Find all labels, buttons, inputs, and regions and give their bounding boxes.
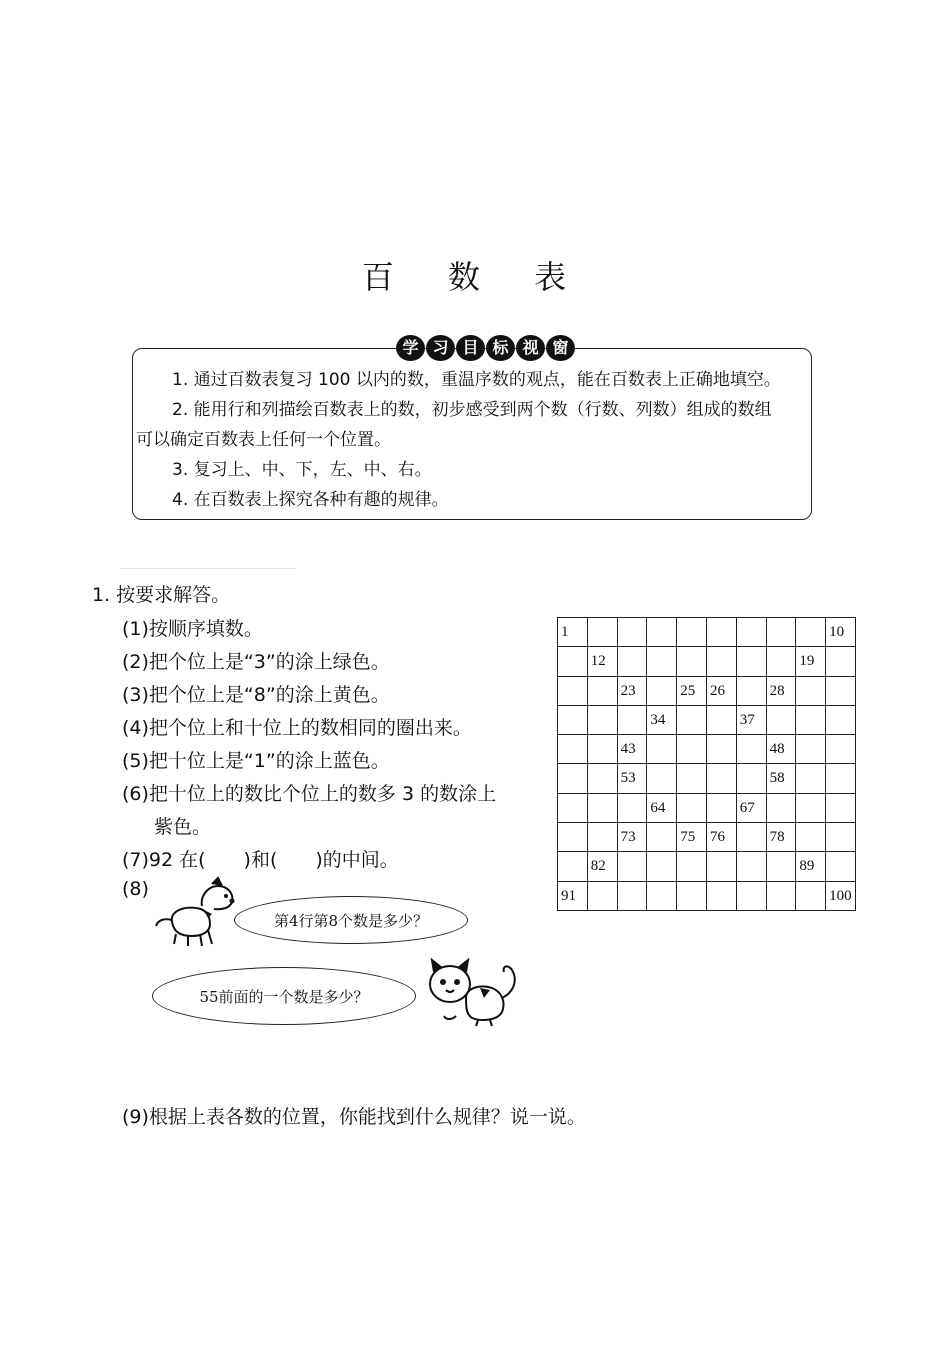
grid-cell[interactable] bbox=[796, 735, 826, 764]
goal-item-4: 4. 在百数表上探究各种有趣的规律。 bbox=[172, 490, 449, 510]
grid-cell[interactable] bbox=[796, 881, 826, 910]
grid-cell[interactable] bbox=[617, 881, 647, 910]
grid-cell[interactable] bbox=[677, 676, 707, 705]
question-item-2: (2)把个位上是“3”的涂上绿色。 bbox=[122, 651, 390, 673]
grid-cell[interactable] bbox=[677, 618, 707, 647]
goal-item-2: 2. 能用行和列描绘百数表上的数，初步感受到两个数（行数、列数）组成的数组 bbox=[172, 400, 772, 420]
question-item-7: (7)92 在( )和( )的中间。 bbox=[122, 849, 399, 871]
grid-cell[interactable] bbox=[736, 823, 766, 852]
grid-cell[interactable] bbox=[736, 793, 766, 822]
grid-cell[interactable] bbox=[766, 764, 796, 793]
grid-cell[interactable] bbox=[766, 823, 796, 852]
grid-cell[interactable] bbox=[766, 735, 796, 764]
grid-cell-value: 10 bbox=[829, 624, 845, 640]
badge-char: 目 bbox=[456, 335, 485, 361]
grid-cell[interactable] bbox=[587, 705, 617, 734]
grid-cell[interactable] bbox=[796, 676, 826, 705]
question-item-8: (8) bbox=[122, 878, 149, 900]
grid-cell[interactable] bbox=[617, 735, 647, 764]
grid-cell[interactable] bbox=[766, 705, 796, 734]
grid-cell[interactable] bbox=[677, 735, 707, 764]
grid-cell[interactable] bbox=[826, 705, 856, 734]
question-item-4: (4)把个位上和十位上的数相同的圈出来。 bbox=[122, 717, 472, 739]
grid-row bbox=[558, 735, 856, 764]
grid-cell[interactable] bbox=[587, 852, 617, 881]
cat-illustration bbox=[426, 958, 522, 1028]
grid-cell[interactable] bbox=[677, 793, 707, 822]
grid-cell[interactable] bbox=[736, 852, 766, 881]
badge-char: 窗 bbox=[546, 335, 575, 361]
grid-cell[interactable] bbox=[677, 705, 707, 734]
grid-cell[interactable] bbox=[796, 705, 826, 734]
page-title: 百 数 表 bbox=[361, 258, 589, 296]
grid-cell-value: 34 bbox=[650, 711, 666, 728]
grid-cell[interactable] bbox=[677, 764, 707, 793]
grid-cell-value: 67 bbox=[739, 799, 755, 816]
grid-cell-value: 43 bbox=[620, 741, 636, 758]
grid-cell-value: 58 bbox=[769, 770, 785, 787]
grid-cell-value: 53 bbox=[620, 770, 636, 787]
grid-cell[interactable] bbox=[647, 705, 677, 734]
grid-cell[interactable] bbox=[617, 676, 647, 705]
grid-cell[interactable] bbox=[826, 735, 856, 764]
grid-row bbox=[558, 852, 856, 881]
grid-cell[interactable] bbox=[587, 735, 617, 764]
badge-char: 视 bbox=[516, 335, 545, 361]
grid-cell[interactable] bbox=[706, 705, 736, 734]
grid-cell-value: 75 bbox=[680, 829, 696, 846]
grid-row bbox=[558, 881, 856, 910]
grid-cell[interactable] bbox=[736, 676, 766, 705]
grid-cell[interactable] bbox=[558, 618, 588, 647]
grid-cell[interactable] bbox=[558, 823, 588, 852]
grid-cell[interactable] bbox=[647, 676, 677, 705]
question-item-9: (9)根据上表各数的位置，你能找到什么规律？说一说。 bbox=[122, 1106, 586, 1128]
grid-cell[interactable] bbox=[826, 881, 856, 910]
grid-cell[interactable] bbox=[558, 705, 588, 734]
grid-cell[interactable] bbox=[766, 647, 796, 676]
grid-row bbox=[558, 647, 856, 676]
grid-cell[interactable] bbox=[587, 823, 617, 852]
grid-cell[interactable] bbox=[736, 705, 766, 734]
question-item-6-cont: 紫色。 bbox=[154, 816, 212, 838]
grid-row bbox=[558, 764, 856, 793]
grid-cell[interactable] bbox=[826, 764, 856, 793]
grid-cell[interactable] bbox=[796, 793, 826, 822]
grid-cell[interactable] bbox=[647, 881, 677, 910]
grid-cell[interactable] bbox=[617, 764, 647, 793]
grid-cell[interactable] bbox=[796, 764, 826, 793]
grid-cell[interactable] bbox=[736, 647, 766, 676]
grid-cell[interactable] bbox=[796, 823, 826, 852]
grid-cell[interactable] bbox=[558, 676, 588, 705]
grid-cell[interactable] bbox=[826, 823, 856, 852]
grid-cell[interactable] bbox=[796, 647, 826, 676]
grid-cell[interactable] bbox=[558, 852, 588, 881]
cat-speech-bubble: 55前面的一个数是多少？ bbox=[152, 967, 416, 1025]
grid-cell[interactable] bbox=[706, 881, 736, 910]
grid-cell[interactable] bbox=[736, 881, 766, 910]
grid-cell[interactable] bbox=[647, 735, 677, 764]
grid-cell[interactable] bbox=[617, 852, 647, 881]
grid-cell[interactable] bbox=[617, 823, 647, 852]
grid-cell-value: 12 bbox=[590, 653, 606, 670]
badge-char: 标 bbox=[486, 335, 515, 361]
grid-cell[interactable] bbox=[766, 676, 796, 705]
grid-cell[interactable] bbox=[706, 764, 736, 793]
goal-item-2-cont: 可以确定百数表上任何一个位置。 bbox=[136, 430, 391, 450]
grid-cell[interactable] bbox=[587, 676, 617, 705]
question-heading: 1. 按要求解答。 bbox=[92, 584, 231, 606]
grid-cell[interactable] bbox=[647, 823, 677, 852]
goal-item-1: 1. 通过百数表复习 100 以内的数，重温序数的观点，能在百数表上正确地填空。 bbox=[172, 370, 781, 390]
grid-cell[interactable] bbox=[766, 618, 796, 647]
grid-cell[interactable] bbox=[677, 647, 707, 676]
grid-cell[interactable] bbox=[617, 647, 647, 676]
grid-cell-value: 23 bbox=[620, 682, 636, 699]
badge-char: 习 bbox=[426, 335, 455, 361]
grid-cell[interactable] bbox=[766, 793, 796, 822]
grid-cell[interactable] bbox=[826, 852, 856, 881]
grid-cell-value: 37 bbox=[739, 711, 755, 728]
grid-cell[interactable] bbox=[706, 735, 736, 764]
grid-row bbox=[558, 618, 856, 647]
grid-cell[interactable] bbox=[587, 793, 617, 822]
grid-cell[interactable] bbox=[647, 764, 677, 793]
grid-cell-value: 76 bbox=[709, 829, 725, 846]
grid-cell[interactable] bbox=[706, 823, 736, 852]
grid-cell[interactable] bbox=[796, 852, 826, 881]
grid-cell[interactable] bbox=[647, 647, 677, 676]
grid-cell[interactable] bbox=[796, 618, 826, 647]
grid-cell[interactable] bbox=[587, 647, 617, 676]
grid-cell[interactable] bbox=[677, 823, 707, 852]
grid-row bbox=[558, 705, 856, 734]
grid-row bbox=[558, 676, 856, 705]
grid-cell-value: 73 bbox=[620, 829, 636, 846]
grid-cell[interactable] bbox=[617, 705, 647, 734]
grid-cell[interactable] bbox=[706, 793, 736, 822]
grid-cell[interactable] bbox=[826, 793, 856, 822]
grid-cell[interactable] bbox=[766, 881, 796, 910]
question-item-5: (5)把十位上是“1”的涂上蓝色。 bbox=[122, 750, 390, 772]
grid-cell[interactable] bbox=[617, 618, 647, 647]
question-item-6: (6)把十位上的数比个位上的数多 3 的数涂上 bbox=[122, 783, 497, 805]
goal-item-3: 3. 复习上、中、下，左、中、右。 bbox=[172, 460, 432, 480]
badge-char: 学 bbox=[396, 335, 425, 361]
grid-cell[interactable] bbox=[706, 647, 736, 676]
grid-cell-value: 48 bbox=[769, 741, 785, 758]
grid-cell-value: 100 bbox=[829, 887, 852, 904]
grid-cell-value: 26 bbox=[709, 682, 725, 699]
grid-cell-value: 64 bbox=[650, 799, 666, 816]
grid-cell-value: 1 bbox=[561, 624, 569, 640]
grid-cell-value: 25 bbox=[680, 682, 696, 699]
grid-row bbox=[558, 823, 856, 852]
grid-cell-value: 82 bbox=[590, 858, 606, 875]
dog-illustration bbox=[152, 876, 236, 948]
grid-cell[interactable] bbox=[766, 852, 796, 881]
grid-cell[interactable] bbox=[677, 852, 707, 881]
grid-cell[interactable] bbox=[587, 764, 617, 793]
grid-cell[interactable] bbox=[677, 881, 707, 910]
grid-cell-value: 28 bbox=[769, 682, 785, 699]
dog-speech-bubble: 第4行第8个数是多少？ bbox=[234, 896, 468, 944]
grid-cell[interactable] bbox=[706, 618, 736, 647]
grid-cell[interactable] bbox=[706, 852, 736, 881]
grid-cell[interactable] bbox=[558, 793, 588, 822]
grid-cell[interactable] bbox=[558, 881, 588, 910]
grid-cell[interactable] bbox=[558, 647, 588, 676]
grid-cell[interactable] bbox=[736, 735, 766, 764]
grid-cell[interactable] bbox=[826, 647, 856, 676]
grid-cell-value: 91 bbox=[561, 887, 576, 904]
grid-cell[interactable] bbox=[587, 618, 617, 647]
learning-goals-badge bbox=[396, 335, 575, 361]
grid-cell[interactable] bbox=[736, 618, 766, 647]
grid-cell[interactable] bbox=[647, 793, 677, 822]
grid-row bbox=[558, 793, 856, 822]
question-item-3: (3)把个位上是“8”的涂上黄色。 bbox=[122, 684, 390, 706]
grid-cell[interactable] bbox=[617, 793, 647, 822]
grid-cell-value: 78 bbox=[769, 829, 785, 846]
grid-cell[interactable] bbox=[587, 881, 617, 910]
question-item-1: (1)按顺序填数。 bbox=[122, 618, 263, 640]
grid-cell[interactable] bbox=[558, 735, 588, 764]
grid-cell[interactable] bbox=[706, 676, 736, 705]
grid-cell[interactable] bbox=[647, 852, 677, 881]
grid-cell[interactable] bbox=[826, 618, 856, 647]
grid-cell[interactable] bbox=[647, 618, 677, 647]
divider bbox=[120, 568, 295, 569]
grid-cell[interactable] bbox=[826, 676, 856, 705]
grid-cell[interactable] bbox=[558, 764, 588, 793]
grid-cell[interactable] bbox=[736, 764, 766, 793]
grid-cell-value: 89 bbox=[799, 858, 815, 875]
grid-cell-value: 19 bbox=[799, 653, 815, 670]
hundred-chart bbox=[557, 617, 856, 911]
